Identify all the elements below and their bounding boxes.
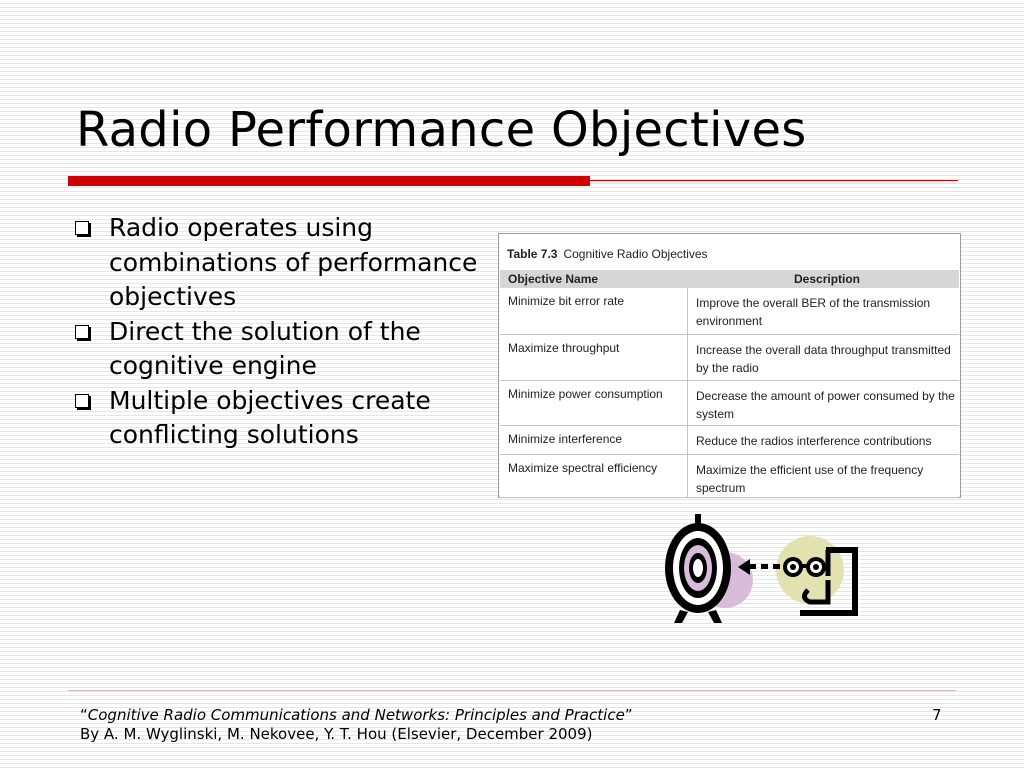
checkbox-bullet-icon (75, 221, 89, 235)
table-cell-objective: Minimize power consumption (508, 387, 663, 401)
objectives-table (498, 233, 961, 498)
page-number: 7 (932, 706, 942, 724)
bullet-text: Radio operates using combinations of performance objectives (109, 213, 478, 311)
table-caption (507, 247, 708, 261)
slide-title: Radio Performance Objectives (76, 102, 807, 158)
table-header-row (500, 270, 959, 288)
table-caption-title: Cognitive Radio Objectives (563, 247, 708, 261)
citation-close-quote: ” (624, 706, 633, 724)
table-row (500, 335, 959, 381)
table-cell-objective: Maximize throughput (508, 341, 620, 355)
table-row (500, 426, 959, 455)
table-cell-objective: Minimize interference (508, 432, 623, 446)
table-row (500, 288, 959, 335)
table-cell-description: Maximize the efficient use of the frequency spectrum (696, 463, 924, 495)
table-cell-objective: Minimize bit error rate (508, 294, 625, 308)
table-header-description: Description (794, 272, 861, 286)
bullet-item (72, 315, 492, 384)
footer-divider (68, 690, 956, 691)
table-cell-description: Decrease the amount of power consumed by the system (696, 389, 955, 421)
citation-open-quote: “ (80, 706, 88, 724)
table-header-objective: Objective Name (508, 272, 599, 286)
citation-byline: By A. M. Wyglinski, M. Nekovee, Y. T. Hou (Elsevier, December 2009) (80, 725, 593, 743)
citation (80, 706, 633, 744)
table-cell-description: Improve the overall BER of the transmission environment (696, 296, 931, 328)
table-column-divider (687, 288, 688, 497)
bullet-item (72, 384, 492, 453)
bullet-text: Multiple objectives create conflicting solutions (109, 385, 431, 449)
bullet-text: Direct the solution of the cognitive engine (109, 316, 421, 380)
title-underline-thick (68, 176, 590, 186)
checkbox-bullet-icon (75, 394, 89, 408)
target-person-clipart (650, 510, 865, 625)
checkbox-bullet-icon (75, 325, 89, 339)
table-row (500, 455, 959, 498)
bullet-list (72, 211, 492, 453)
title-underline-thin (590, 180, 958, 181)
target-icon (665, 514, 753, 623)
citation-book-title: Cognitive Radio Communications and Networks: Principles and Practice (87, 706, 625, 724)
table-cell-description: Increase the overall data throughput transmitted by the radio (696, 343, 951, 375)
table-cell-description: Reduce the radios interference contributions (696, 434, 932, 448)
table-cell-objective: Maximize spectral efficiency (508, 461, 658, 475)
table-number: Table 7.3 (507, 247, 558, 261)
table-row (500, 381, 959, 426)
bullet-item (72, 211, 492, 315)
person-icon (738, 536, 855, 613)
